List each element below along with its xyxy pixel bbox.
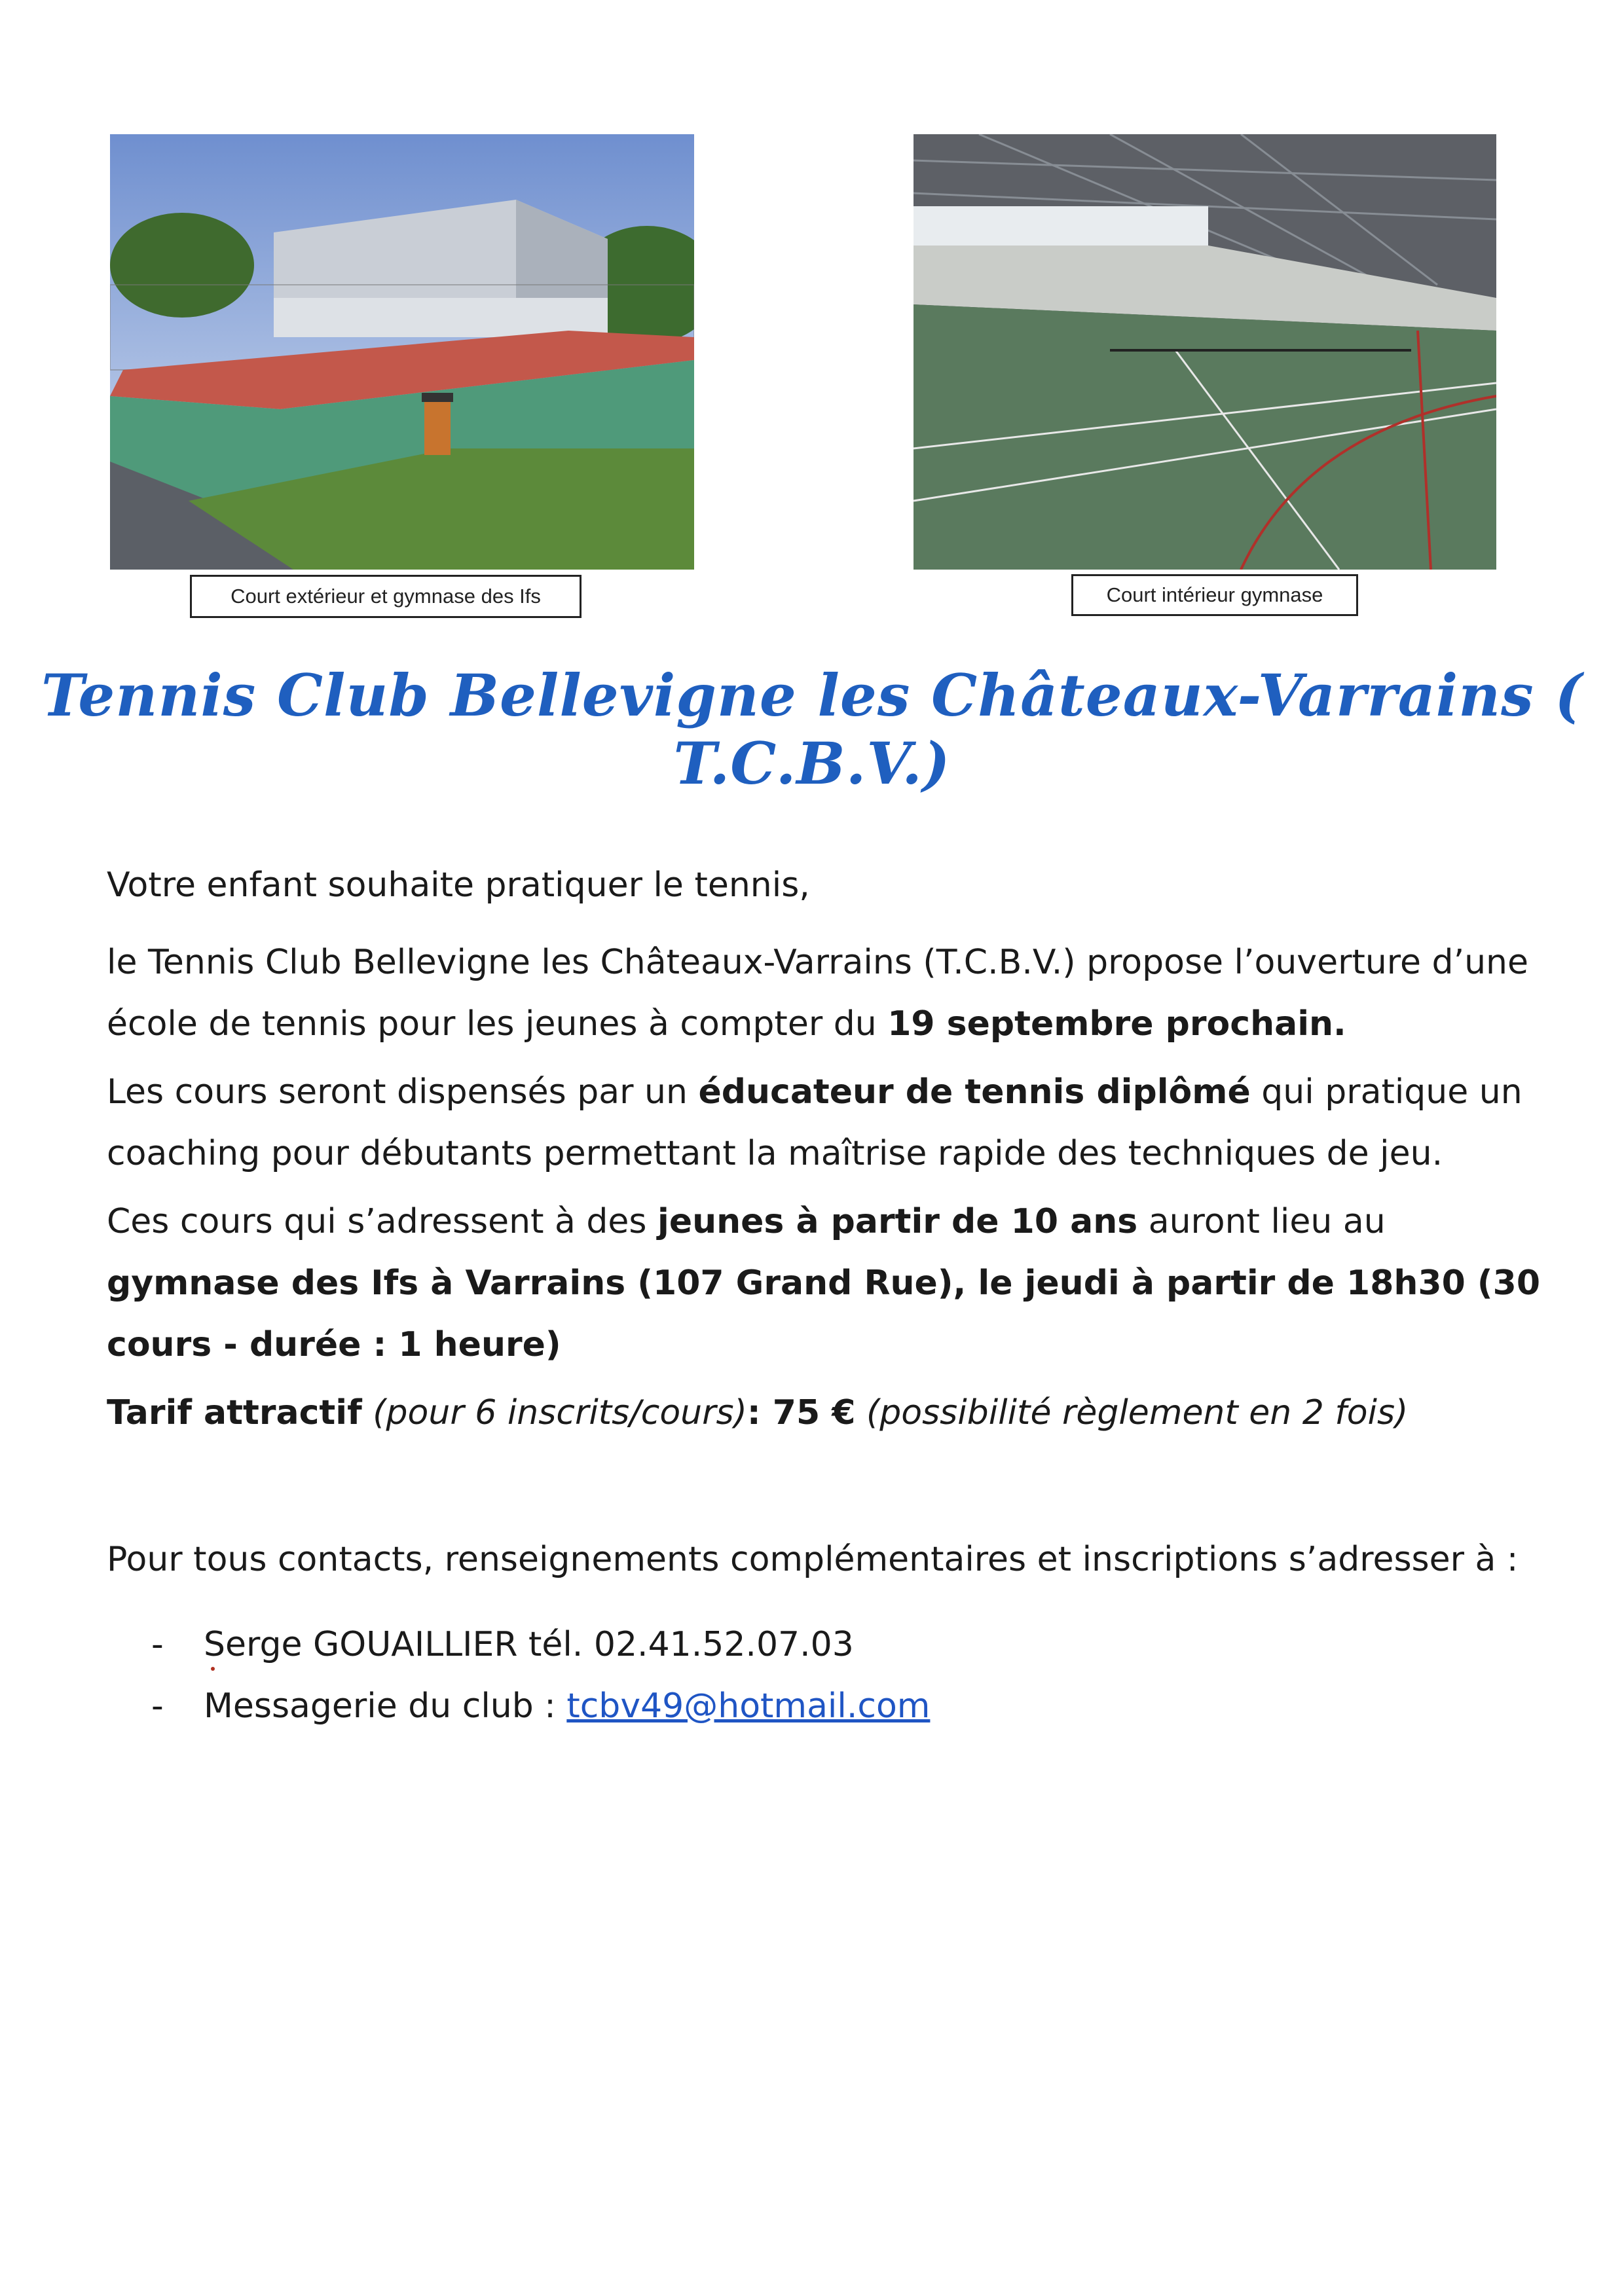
page-title: Tennis Club Bellevigne les Châteaux-Varrains ( T.C.B.V.) [41, 661, 1583, 797]
list-item: - Serge GOUAILLIER tél. 02.41.52.07.03 [151, 1625, 854, 1664]
caption-indoor: Court intérieur gymnase [1071, 574, 1358, 616]
announcement-body [107, 854, 1541, 1737]
contact-phone: Serge GOUAILLIER tél. 02.41.52.07.03 [204, 1625, 854, 1664]
contact-list [107, 1614, 1541, 1737]
list-item: - Messagerie du club : tcbv49@hotmail.com [151, 1686, 931, 1726]
photo-outdoor-court [110, 134, 694, 570]
location-highlight: gymnase des Ifs à Varrains (107 Grand Rue), le jeudi à partir de 18h30 (30 cours - durée : 1 heure) [107, 1264, 1541, 1364]
age-highlight: jeunes à partir de 10 ans [657, 1202, 1138, 1241]
paragraph-coach: Les cours seront dispensés par un éducateur de tennis diplômé qui pratique un coaching pour débutants permettant la maîtrise rapide des techniques de jeu. [107, 1072, 1522, 1173]
paragraph-intro: Votre enfant souhaite pratiquer le tennis, [107, 866, 810, 905]
paragraph-contacts: Pour tous contacts, renseignements complémentaires et inscriptions s’adresser à : [107, 1540, 1519, 1579]
coach-highlight: éducateur de tennis diplômé [698, 1072, 1251, 1112]
email-link[interactable]: tcbv49@hotmail.com [566, 1686, 931, 1726]
photo-indoor-court [913, 134, 1496, 570]
stray-dot [211, 1667, 215, 1671]
paragraph-opening: le Tennis Club Bellevigne les Châteaux-Varrains (T.C.B.V.) propose l’ouverture d’une école de tennis pour les jeunes à compter du 19 septembre prochain. [107, 943, 1528, 1044]
paragraph-schedule: Ces cours qui s’adressent à des jeunes à partir de 10 ans auront lieu au gymnase des Ifs à Varrains (107 Grand Rue), le jeudi à partir de 18h30 (30 cours - durée : 1 heure) [107, 1202, 1541, 1364]
caption-outdoor: Court extérieur et gymnase des Ifs [190, 575, 581, 618]
start-date: 19 septembre prochain. [887, 1004, 1346, 1044]
paragraph-price: Tarif attractif (pour 6 inscrits/cours): 75 € (possibilité règlement en 2 fois) [107, 1393, 1409, 1432]
